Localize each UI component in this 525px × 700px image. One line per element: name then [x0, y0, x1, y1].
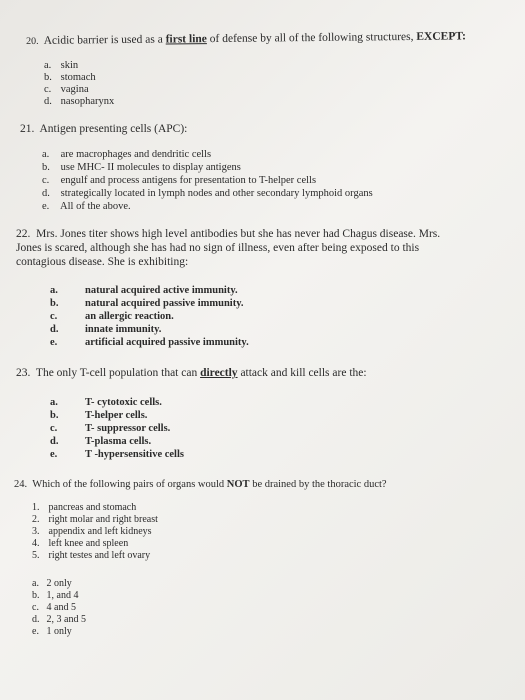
option-text: natural acquired passive immunity.: [85, 298, 244, 309]
option-text: skin: [60, 60, 79, 71]
except-text: EXCEPT:: [416, 30, 467, 43]
option-text: T-helper cells.: [85, 410, 148, 421]
option-b: [50, 298, 244, 310]
option-label: d.: [42, 188, 50, 199]
question-number: 22.: [16, 228, 31, 240]
emphasis-text: directly: [200, 367, 238, 379]
question-24-stem: [14, 478, 387, 491]
pair-text: pancreas and stomach: [48, 502, 137, 513]
option-label: a.: [44, 60, 52, 71]
pair-label: 4.: [32, 538, 40, 549]
option-text: T- suppressor cells.: [85, 423, 171, 434]
option-label: e.: [50, 337, 58, 348]
option-text: T-plasma cells.: [85, 436, 152, 447]
option-d: [32, 614, 86, 626]
option-label: a.: [42, 149, 50, 160]
option-label: e.: [50, 449, 58, 460]
question-21-stem: [20, 123, 187, 136]
option-label: c.: [32, 602, 39, 613]
option-b: [44, 72, 96, 84]
option-c: [50, 423, 170, 435]
option-b: [50, 410, 147, 422]
option-text: an allergic reaction.: [85, 311, 174, 322]
question-text: Which of the following pairs of organs would: [32, 479, 227, 490]
option-c: [32, 602, 76, 614]
pair-text: left knee and spleen: [48, 538, 129, 549]
option-a: [42, 149, 211, 161]
option-label: a.: [50, 397, 58, 408]
emphasis-text: first line: [165, 33, 207, 46]
option-text: All of the above.: [60, 201, 131, 212]
question-text-cont: of defense by all of the following structures,: [206, 30, 417, 46]
option-label: c.: [50, 311, 58, 322]
question-text-cont: attack and kill cells are the:: [237, 367, 367, 379]
option-text: are macrophages and dendritic cells: [60, 149, 212, 160]
question-number: 23.: [16, 367, 31, 379]
question-text-cont: be drained by the thoracic duct?: [249, 479, 387, 490]
option-text: 1, and 4: [46, 590, 79, 601]
option-e: [50, 449, 184, 461]
option-text: innate immunity.: [85, 324, 162, 335]
pair-text: right molar and right breast: [48, 514, 158, 525]
option-label: a.: [50, 285, 58, 296]
pair-label: 2.: [32, 514, 40, 525]
option-label: b.: [32, 590, 40, 601]
option-d: [50, 324, 161, 336]
option-label: d.: [32, 614, 40, 625]
question-text: Jones is scared, although she has had no sign of illness, even after being exposed to this: [16, 242, 420, 254]
question-text: Mrs. Jones titer shows high level antibodies but she has never had Chagus disease. Mrs.: [36, 228, 441, 240]
pair-label: 5.: [32, 550, 40, 561]
pair-text: appendix and left kidneys: [48, 526, 152, 537]
option-label: d.: [50, 324, 59, 335]
option-text: engulf and process antigens for presentation to T-helper cells: [60, 175, 317, 186]
option-text: strategically located in lymph nodes and other secondary lymphoid organs: [60, 188, 373, 199]
option-text: 2, 3 and 5: [46, 614, 86, 625]
question-20-stem: [26, 30, 466, 48]
question-text: The only T-cell population that can: [35, 367, 201, 379]
option-d: [50, 436, 151, 448]
option-text: 1 only: [46, 626, 72, 637]
option-a: [50, 285, 238, 297]
pair-3: [32, 526, 152, 538]
question-number: 21.: [20, 123, 35, 135]
option-d: [42, 188, 373, 200]
option-text: artificial acquired passive immunity.: [85, 337, 249, 348]
option-label: c.: [44, 84, 52, 95]
option-label: b.: [44, 72, 52, 83]
pair-5: [32, 550, 150, 562]
option-b: [32, 590, 78, 602]
option-label: b.: [50, 298, 59, 309]
question-23-stem: [16, 367, 367, 380]
option-text: 2 only: [46, 578, 72, 589]
option-label: c.: [50, 423, 58, 434]
option-text: 4 and 5: [46, 602, 76, 613]
question-number: 24.: [14, 479, 28, 490]
option-d: [44, 96, 114, 108]
pair-label: 3.: [32, 526, 40, 537]
option-text: natural acquired active immunity.: [85, 285, 238, 296]
option-text: nasopharynx: [60, 96, 115, 107]
option-label: b.: [50, 410, 59, 421]
option-a: [50, 397, 162, 409]
question-number: 20.: [26, 35, 39, 47]
option-a: [32, 578, 72, 590]
option-label: e.: [42, 201, 50, 212]
option-text: stomach: [60, 72, 96, 83]
option-label: d.: [50, 436, 59, 447]
option-c: [50, 311, 174, 323]
option-b: [42, 162, 241, 174]
option-e: [32, 626, 72, 638]
option-label: a.: [32, 578, 39, 589]
option-label: b.: [42, 162, 50, 173]
question-text: Acidic barrier is used as a: [43, 33, 166, 47]
pair-4: [32, 538, 128, 550]
option-text: vagina: [60, 84, 89, 95]
option-text: T- cytotoxic cells.: [85, 397, 162, 408]
question-text: Antigen presenting cells (APC):: [39, 123, 188, 135]
pair-1: [32, 502, 136, 514]
question-text: contagious disease. She is exhibiting:: [16, 256, 189, 268]
option-a: [44, 60, 78, 72]
option-c: [44, 84, 89, 96]
option-e: [50, 337, 249, 349]
option-e: [42, 201, 131, 213]
option-text: use MHC- II molecules to display antigens: [60, 162, 241, 173]
pair-2: [32, 514, 158, 526]
option-c: [42, 175, 316, 187]
option-label: c.: [42, 175, 50, 186]
option-label: e.: [32, 626, 39, 637]
option-label: d.: [44, 96, 52, 107]
pair-label: 1.: [32, 502, 40, 513]
option-text: T -hypersensitive cells: [85, 449, 184, 460]
pair-text: right testes and left ovary: [48, 550, 151, 561]
emphasis-text: NOT: [226, 479, 250, 490]
